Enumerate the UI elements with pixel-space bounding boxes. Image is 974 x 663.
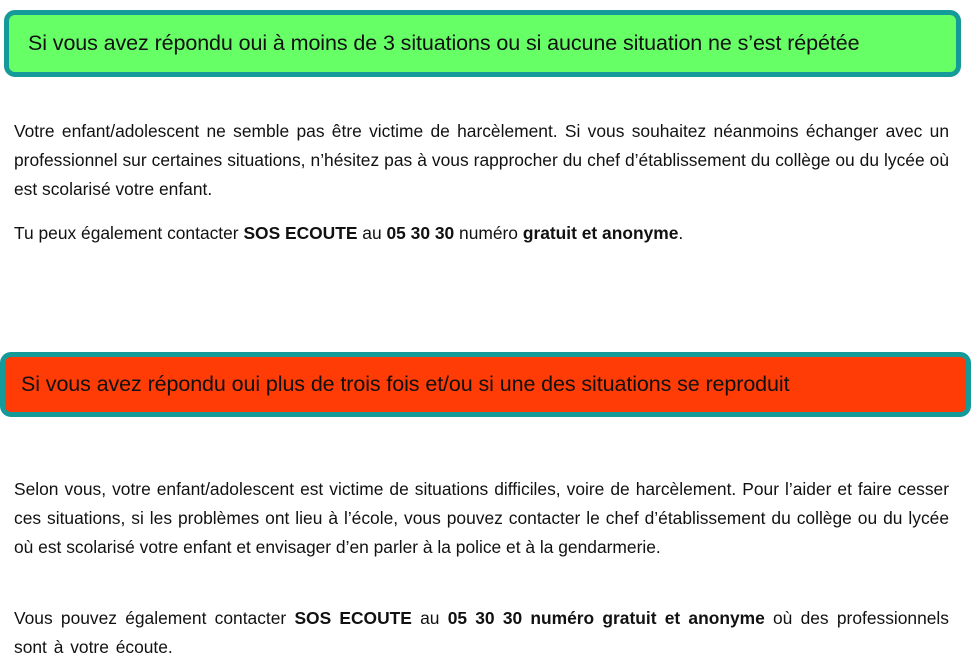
contact-text: où des professionnels sont à votre écoute. <box>14 608 949 657</box>
phone-number: 05 30 30 <box>386 223 455 243</box>
service-name: SOS ECOUTE <box>294 608 412 628</box>
banner-high-risk-text: Si vous avez répondu oui plus de trois fois et/ou si une des situations se reproduit <box>21 372 790 396</box>
free-anonymous-label: gratuit et anonyme <box>522 223 679 243</box>
contact-text: Vous pouvez également contacter <box>14 608 295 628</box>
low-risk-paragraph: Votre enfant/adolescent ne semble pas être victime de harcèlement. Si vous souhaitez néanmoins échanger avec un professionnel sur certaines situations, n’hésitez pas à vous rapprocher du chef d’établissement du collège ou du lycée où est scolarisé votre enfant. <box>14 121 949 199</box>
banner-low-risk <box>4 10 961 77</box>
banner-low-risk-text: Si vous avez répondu oui à moins de 3 situations ou si aucune situation ne s’est répétée <box>28 31 860 55</box>
phone-and-terms: 05 30 30 numéro gratuit et anonyme <box>447 608 765 628</box>
high-risk-paragraph: Selon vous, votre enfant/adolescent est victime de situations difficiles, voire de harcèlement. Pour l’aider et faire cesser ces situations, si les problèmes ont lieu à l’école, vous pouvez contacter le chef d’établissement du collège ou du lycée où est scolarisé votre enfant et envisager d’en parler à la police et à la gendarmerie. <box>14 479 949 557</box>
contact-text: au <box>357 223 387 243</box>
service-name: SOS ECOUTE <box>243 223 358 243</box>
high-risk-contact-paragraph <box>14 604 949 662</box>
contact-text: Tu peux également contacter <box>14 223 244 243</box>
banner-high-risk <box>0 352 971 417</box>
contact-text: numéro <box>454 223 523 243</box>
contact-text: . <box>678 223 684 243</box>
contact-text: au <box>411 608 448 628</box>
low-risk-contact-paragraph <box>14 219 949 248</box>
